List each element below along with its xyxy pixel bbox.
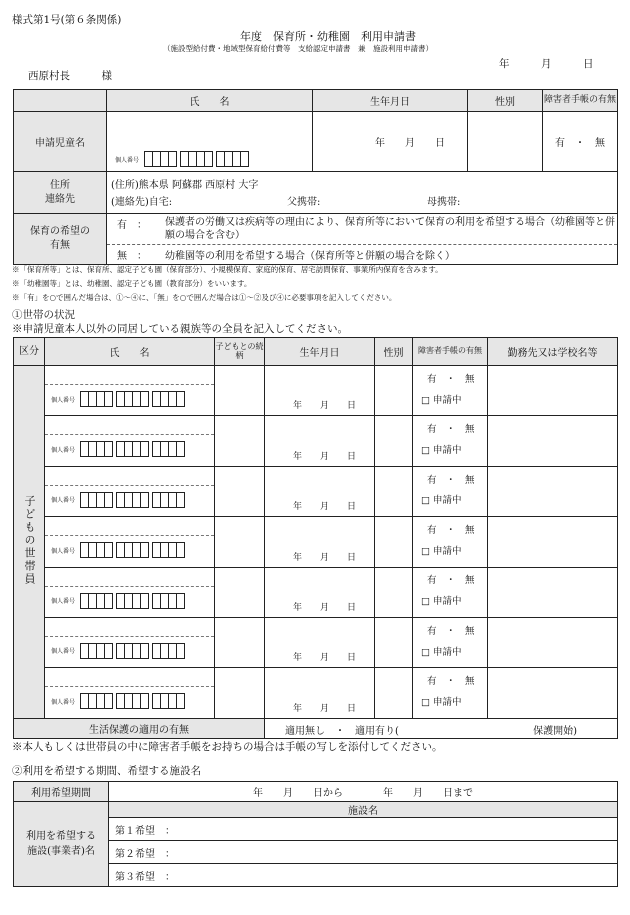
hope-no-row[interactable] — [107, 245, 617, 264]
applicant-birth-cell[interactable]: 年 月 日 — [313, 112, 468, 172]
household-id-row[interactable] — [45, 486, 214, 508]
household-side-text: 子どもの世帯員 — [23, 494, 36, 586]
household-id-row[interactable] — [45, 385, 214, 407]
household-id-row[interactable] — [45, 637, 214, 659]
household-sex-cell[interactable] — [375, 416, 413, 466]
household-sex-cell[interactable] — [375, 668, 413, 718]
household-name-cell[interactable] — [45, 366, 215, 416]
hope-cell[interactable] — [107, 214, 618, 265]
household-birth-cell[interactable]: 年 月 日 — [265, 517, 375, 567]
applicant-col-disability: 障害者手帳の有無 — [543, 90, 618, 112]
household-furigana[interactable] — [45, 467, 214, 486]
household-work-cell[interactable] — [488, 567, 618, 617]
contact-row — [111, 194, 617, 209]
household-col-birth: 生年月日 — [265, 338, 375, 366]
facility-header: 施設名 — [109, 802, 618, 818]
household-side-label — [14, 366, 45, 719]
household-name-cell[interactable] — [45, 567, 215, 617]
form-title: 年度 保育所・幼稚園 利用申請書 — [240, 30, 416, 43]
applicant-col-birth: 生年月日 — [313, 90, 468, 112]
household-col-sex: 性別 — [375, 338, 413, 366]
household-sex-cell[interactable] — [375, 617, 413, 667]
household-table — [13, 337, 618, 739]
household-relation-cell[interactable] — [215, 517, 265, 567]
household-disability-pending[interactable]: □ 申請中 — [421, 445, 462, 457]
household-relation-cell[interactable] — [215, 567, 265, 617]
facility-table — [13, 781, 618, 887]
household-row — [14, 617, 618, 667]
contact-father: 父携帯: — [287, 196, 321, 208]
household-sex-cell[interactable] — [375, 466, 413, 516]
period-value[interactable]: 年 月 日から 年 月 日まで — [109, 782, 618, 802]
household-id-boxes[interactable] — [81, 693, 185, 709]
household-row — [14, 517, 618, 567]
section2-title: ②利用を希望する期間、希望する施設名 — [12, 765, 201, 777]
household-disability-choice[interactable]: 有 ・ 無 — [427, 625, 475, 637]
household-birth-cell[interactable]: 年 月 日 — [265, 668, 375, 718]
note-2: ※「幼稚園等」とは、幼稚園、認定子ども園（教育部分）をいいます。 — [12, 279, 252, 288]
household-furigana[interactable] — [45, 517, 214, 536]
household-disability-choice[interactable]: 有 ・ 無 — [427, 676, 475, 688]
household-sex-cell[interactable] — [375, 517, 413, 567]
household-work-cell[interactable] — [488, 668, 618, 718]
household-birth-cell[interactable]: 年 月 日 — [265, 617, 375, 667]
hope-yes-text: 保護者の労働又は疾病等の理由により、保育所等において保育の利用を希望する場合（幼稚園等と併願の場合を含む） — [165, 217, 615, 241]
household-row — [14, 366, 618, 416]
household-id-label: 個人番号 — [51, 648, 76, 656]
household-sex-cell[interactable] — [375, 567, 413, 617]
household-id-label: 個人番号 — [51, 698, 76, 706]
household-disability-cell[interactable] — [413, 366, 488, 416]
hope-label: 保育の希望の 有無 — [14, 214, 107, 265]
household-id-row[interactable] — [45, 587, 214, 609]
facility-choice-3[interactable]: 第３希望 ： — [109, 864, 618, 887]
household-work-cell[interactable] — [488, 466, 618, 516]
household-sex-cell[interactable] — [375, 366, 413, 416]
addressee: 西原村長 様 — [28, 70, 112, 82]
household-relation-cell[interactable] — [215, 416, 265, 466]
household-col-name: 氏 名 — [45, 338, 215, 366]
welfare-label: 生活保護の適用の有無 — [14, 718, 265, 738]
address-label: 住所 連絡先 — [14, 172, 107, 214]
household-row — [14, 416, 618, 466]
applicant-sex-cell[interactable] — [468, 112, 543, 172]
household-birth-cell[interactable]: 年 月 日 — [265, 466, 375, 516]
household-furigana[interactable] — [45, 668, 214, 687]
household-furigana[interactable] — [45, 618, 214, 637]
household-birth-cell[interactable]: 年 月 日 — [265, 416, 375, 466]
household-id-label: 個人番号 — [51, 598, 76, 606]
applicant-disability-cell[interactable]: 有 ・ 無 — [543, 112, 618, 172]
household-id-boxes[interactable] — [81, 593, 185, 609]
household-work-cell[interactable] — [488, 617, 618, 667]
household-name-cell[interactable] — [45, 416, 215, 466]
household-col-work: 勤務先又は学校名等 — [488, 338, 618, 366]
section1-instruction: ※申請児童本人以外の同居している親族等の全員を記入してください。 — [12, 323, 348, 335]
household-birth-cell[interactable]: 年 月 日 — [265, 567, 375, 617]
household-row — [14, 466, 618, 516]
household-name-cell[interactable] — [45, 517, 215, 567]
household-id-row[interactable] — [45, 435, 214, 457]
household-id-label: 個人番号 — [51, 446, 76, 454]
welfare-value: 適用無し ・ 適用有り( — [285, 725, 399, 737]
household-row — [14, 567, 618, 617]
household-name-cell[interactable] — [45, 466, 215, 516]
hope-no-key: 無 ： — [117, 251, 147, 262]
form-subtitle: （施設型給付費・地域型保育給付費等 支給認定申請書 兼 施設利用申請書） — [163, 44, 433, 53]
applicant-row-label: 申請児童名 — [14, 112, 107, 172]
household-disability-pending[interactable]: □ 申請中 — [421, 697, 462, 709]
household-id-boxes[interactable] — [81, 492, 185, 508]
facility-choice-2[interactable]: 第２希望 ： — [109, 841, 618, 864]
household-disability-choice[interactable]: 有 ・ 無 — [427, 575, 475, 587]
applicant-header-blank — [14, 90, 107, 112]
address-value: (住所)熊本県 阿蘇郡 西原村 大字 — [111, 179, 259, 191]
household-disability-pending[interactable]: □ 申請中 — [421, 394, 462, 406]
welfare-end: 保護開始) — [533, 725, 577, 737]
household-col-disability: 障害者手帳の有無 — [413, 338, 488, 366]
household-disability-choice[interactable]: 有 ・ 無 — [427, 524, 475, 536]
household-disability-cell[interactable] — [413, 617, 488, 667]
household-col-relation: 子どもとの続柄 — [215, 338, 265, 366]
household-id-row[interactable] — [45, 687, 214, 709]
household-disability-choice[interactable]: 有 ・ 無 — [427, 373, 475, 385]
applicant-id-boxes[interactable] — [145, 151, 249, 167]
applicant-id-label: 個人番号 — [115, 156, 140, 164]
household-disability-cell[interactable] — [413, 466, 488, 516]
contact-mother: 母携帯: — [427, 196, 461, 208]
hope-no-text: 幼稚園等の利用を希望する場合（保育所等と併願の場合を除く） — [165, 251, 455, 262]
household-work-cell[interactable] — [488, 366, 618, 416]
household-disability-cell[interactable] — [413, 416, 488, 466]
household-id-boxes[interactable] — [81, 391, 185, 407]
form-number: 様式第1号(第６条関係) — [12, 14, 122, 26]
household-id-boxes[interactable] — [81, 643, 185, 659]
note-3: ※「有」を○で囲んだ場合は、①～④に、「無」を○で囲んだ場合は①～②及び④に必要事項を記入してください。 — [12, 293, 397, 302]
applicant-id-row[interactable] — [115, 151, 312, 167]
contact-home: (連絡先)自宅: — [111, 196, 173, 208]
facility-label: 利用を希望する 施設(事業者)名 — [14, 802, 109, 887]
applicant-col-sex: 性別 — [468, 90, 543, 112]
household-row — [14, 668, 618, 718]
household-relation-cell[interactable] — [215, 366, 265, 416]
household-work-cell[interactable] — [488, 416, 618, 466]
application-date[interactable]: 年 月 日 — [499, 58, 594, 70]
applicant-col-name: 氏 名 — [107, 90, 313, 112]
household-name-cell[interactable] — [45, 617, 215, 667]
household-id-label: 個人番号 — [51, 396, 76, 404]
household-relation-cell[interactable] — [215, 668, 265, 718]
period-label: 利用希望期間 — [14, 782, 109, 802]
household-name-cell[interactable] — [45, 668, 215, 718]
household-disability-pending[interactable]: □ 申請中 — [421, 495, 462, 507]
hope-yes-key: 有 ： — [117, 220, 147, 231]
household-disability-cell[interactable] — [413, 517, 488, 567]
household-disability-pending[interactable]: □ 申請中 — [421, 596, 462, 608]
facility-choice-1[interactable]: 第１希望 ： — [109, 818, 618, 841]
household-disability-cell[interactable] — [413, 567, 488, 617]
household-disability-cell[interactable] — [413, 668, 488, 718]
household-id-row[interactable] — [45, 536, 214, 558]
household-disability-choice[interactable]: 有 ・ 無 — [427, 474, 475, 486]
household-id-boxes[interactable] — [81, 441, 185, 457]
note-1: ※「保育所等」とは、保育所、認定子ども園（保育部分）、小規模保育、家庭的保育、居宅訪問保育、事業所内保育を含みます。 — [12, 265, 443, 274]
household-col-category: 区分 — [14, 338, 45, 366]
welfare-cell[interactable] — [265, 718, 618, 738]
household-furigana[interactable] — [45, 416, 214, 435]
household-relation-cell[interactable] — [215, 466, 265, 516]
household-furigana[interactable] — [45, 366, 214, 385]
section1-note: ※本人もしくは世帯員の中に障害者手帳をお持ちの場合は手帳の写しを添付してください。 — [12, 741, 443, 753]
household-work-cell[interactable] — [488, 517, 618, 567]
household-furigana[interactable] — [45, 568, 214, 587]
section1-title: ①世帯の状況 — [12, 309, 75, 321]
household-id-label: 個人番号 — [51, 547, 76, 555]
household-disability-pending[interactable]: □ 申請中 — [421, 646, 462, 658]
hope-yes-row[interactable] — [107, 214, 617, 245]
household-id-label: 個人番号 — [51, 497, 76, 505]
applicant-name-cell[interactable] — [107, 112, 313, 172]
household-id-boxes[interactable] — [81, 542, 185, 558]
applicant-table — [13, 89, 618, 265]
household-relation-cell[interactable] — [215, 617, 265, 667]
address-cell[interactable] — [107, 172, 618, 214]
household-birth-cell[interactable]: 年 月 日 — [265, 366, 375, 416]
household-disability-choice[interactable]: 有 ・ 無 — [427, 424, 475, 436]
household-disability-pending[interactable]: □ 申請中 — [421, 545, 462, 557]
